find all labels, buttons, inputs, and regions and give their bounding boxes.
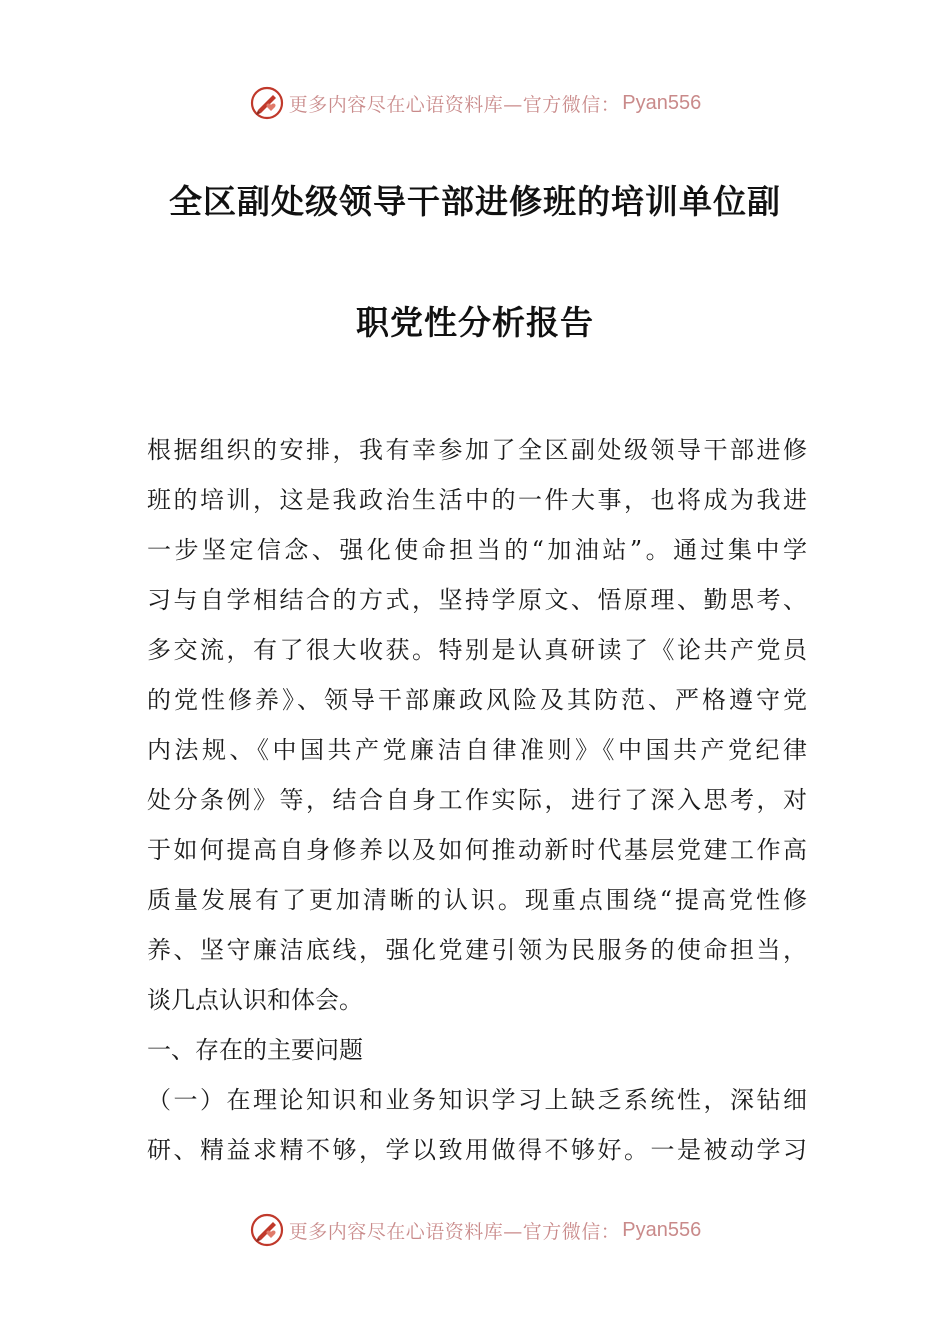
body-line: 多交流，有了很大收获。特别是认真研读了《论共产党员 [147, 636, 807, 664]
body-line: 根据组织的安排，我有幸参加了全区副处级领导干部进修 [147, 436, 807, 464]
document-title-line-2: 职党性分析报告 [356, 303, 594, 342]
body-line: 于如何提高自身修养以及如何推动新时代基层党建工作高 [147, 836, 807, 864]
section-heading: 一、存在的主要问题 [147, 1036, 363, 1064]
body-line: 的党性修养》、领导干部廉政风险及其防范、严格遵守党 [147, 686, 807, 714]
watermark-text: 更多内容尽在心语资料库—官方微信： [288, 1220, 621, 1243]
watermark-text: 更多内容尽在心语资料库—官方微信： [288, 93, 621, 116]
pen-heart-logo-icon [249, 85, 285, 121]
header-watermark-banner [0, 83, 950, 123]
footer-watermark-banner [0, 1210, 950, 1250]
document-title-line-1: 全区副处级领导干部进修班的培训单位副 [169, 182, 781, 221]
wechat-id: Pyan556 [622, 1218, 702, 1241]
body-line: 研、精益求精不够，学以致用做得不够好。一是被动学习 [147, 1136, 807, 1164]
body-line: （一）在理论知识和业务知识学习上缺乏系统性，深钻细 [147, 1086, 807, 1114]
body-line: 班的培训，这是我政治生活中的一件大事，也将成为我进 [147, 486, 807, 514]
body-line: 内法规、《中国共产党廉洁自律准则》《中国共产党纪律 [147, 736, 807, 764]
body-line: 质量发展有了更加清晰的认识。现重点围绕“提高党性修 [147, 886, 807, 914]
document-body [147, 425, 807, 1175]
body-line: 谈几点认识和体会。 [147, 986, 363, 1014]
wechat-id: Pyan556 [622, 91, 702, 114]
body-line: 养、坚守廉洁底线，强化党建引领为民服务的使命担当， [147, 936, 807, 964]
body-line: 一步坚定信念、强化使命担当的“加油站”。通过集中学 [147, 536, 807, 564]
body-line: 习与自学相结合的方式，坚持学原文、悟原理、勤思考、 [147, 586, 807, 614]
body-line: 处分条例》等，结合自身工作实际，进行了深入思考，对 [147, 786, 807, 814]
pen-heart-logo-icon [249, 1212, 285, 1248]
